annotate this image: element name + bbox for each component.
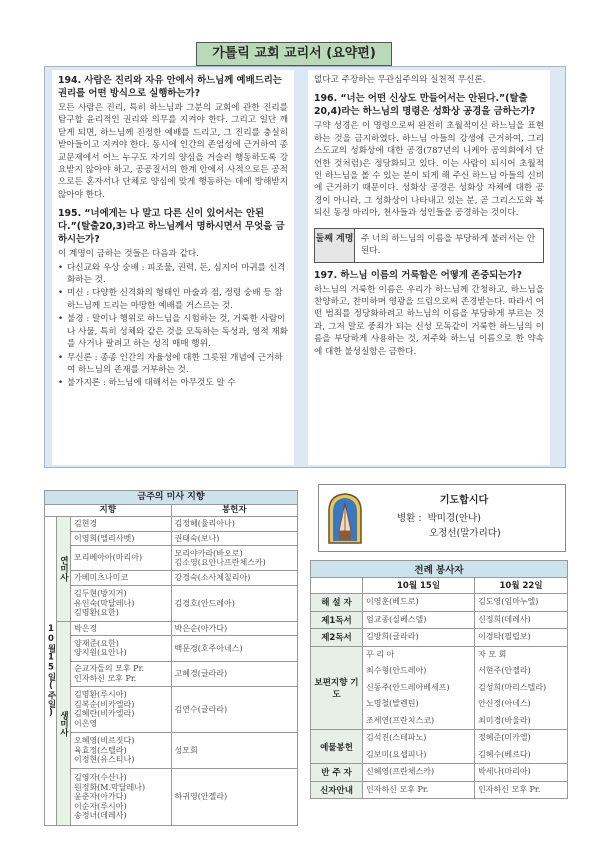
rota-role-cell: 제1독서 bbox=[311, 611, 363, 629]
mass-offerer-cell: 모리야카라(바오로) 김소영(요안나프란체스카) bbox=[171, 546, 297, 571]
mass-intent-cell: 김영자(수산나) 원정화(M.막달레나) 윤춘자(아가다) 이순자(루시아) 송정녀(데레사) bbox=[71, 768, 172, 825]
rota-person-cell: 신정희(데레사) bbox=[475, 611, 568, 629]
bullet-icon: • bbox=[58, 352, 64, 363]
mass-date-cell: 10월15일(주일) bbox=[45, 517, 57, 826]
mass-intent-cell: 모리베아아(마리아) bbox=[71, 546, 172, 571]
mass-intent-cell: 박은정 bbox=[71, 621, 172, 636]
mass-row bbox=[45, 621, 298, 636]
praying-hands-window-icon bbox=[325, 491, 365, 545]
mass-row bbox=[45, 571, 298, 586]
rota-person-cell: 꾸 리 아 최수형(안드레아) 신동주(안드레아베세프) 노명철(발렌틴) 조세연(프란치스코) bbox=[363, 646, 475, 730]
mass-intent-cell: 가베미츠나미코 bbox=[71, 571, 172, 586]
mass-offerer-cell: 백문경(호주아네스) bbox=[171, 636, 297, 661]
rota-role-cell: 반 주 자 bbox=[311, 764, 363, 782]
bullet-item bbox=[58, 352, 288, 377]
question-heading: 196. “너는 어떤 신상도 만들어서는 안된다.”(탈출20,4)라는 하느님의 명령은 성화상 공경을 금하는가? bbox=[314, 93, 536, 118]
mass-row bbox=[45, 546, 298, 571]
mass-group-label: 생미사 bbox=[57, 621, 71, 825]
page-title: 가톨릭 교회 교리서 (요약편) bbox=[196, 42, 392, 66]
prayer-name: 박미경(안나) bbox=[427, 513, 481, 524]
rota-person-cell: 인자하신 모후 Pr. bbox=[475, 781, 568, 799]
rota-role-cell: 제2독서 bbox=[311, 629, 363, 647]
commandment-box bbox=[314, 228, 544, 263]
rota-person-cell: 김도영(임마누엘) bbox=[475, 594, 568, 612]
answer-paragraph: 이 계명이 금하는 것들은 다음과 같다. bbox=[58, 249, 199, 260]
rota-person-cell: 이영훈(베드로) bbox=[363, 594, 475, 612]
question-heading: 194. 사람은 진리와 자유 안에서 하느님께 예배드리는 권리를 어떤 방식으로 실행하는가? bbox=[58, 75, 282, 99]
mass-offerer-cell: 박은순(아가다) bbox=[171, 621, 297, 636]
rota-role-cell: 예물봉헌 bbox=[311, 730, 363, 764]
mass-intention-table bbox=[44, 490, 298, 826]
bullet-item bbox=[58, 313, 288, 350]
mass-offerer-header: 봉헌자 bbox=[171, 505, 297, 517]
answer-paragraph: 구약 성경은 이 명령으로써 완전히 초월적이신 하느님을 표현하는 것을 금지하였다. 하느님 아들의 강생에 근거하여, 그리스도교의 성화상에 대한 공경(787년의 니케아 공의회에서 단언한 것처럼)은 정당화되고 있다. 이는 사람이 되시어 초월적인 하느님을 볼 수 있는 분이 되게 해 주신 하느님 아들의 신비에 근거하기 때문이다. 성화상 공경은 성화상 자체에 대한 공경이 아니라, 그 성화상이 나타내고 있는 분, 곧 그리스도와 복되신 동정 마리아, 천사들과 성인들을 공경하는 것이다. bbox=[314, 121, 544, 219]
mass-offerer-cell: 하귀영(안젤라) bbox=[171, 768, 297, 825]
bullet-text: 무신론 : 종종 인간의 자율성에 대한 그릇된 개념에 근거하여 하느님의 존재를 거부하는 것. bbox=[67, 352, 283, 375]
bullet-icon: • bbox=[58, 378, 64, 389]
mass-group-label: 연미사 bbox=[57, 517, 71, 622]
rota-row bbox=[311, 611, 568, 629]
rota-row bbox=[311, 781, 568, 799]
mass-row bbox=[45, 661, 298, 686]
mass-row bbox=[45, 686, 298, 732]
prayer-sick-label: 병환 : bbox=[397, 513, 422, 524]
rota-row bbox=[311, 629, 568, 647]
rota-date-2: 10월 22일 bbox=[475, 577, 568, 594]
prayer-title: 기도합시다 bbox=[439, 495, 489, 506]
mass-offerer-cell: 성모회 bbox=[171, 733, 297, 769]
bullet-icon: • bbox=[58, 314, 64, 325]
mass-intent-cell: 김현경 bbox=[71, 517, 172, 532]
mass-offerer-cell: 강경숙(소사체칠리아) bbox=[171, 571, 297, 586]
bullet-text: 불경 : 말이나 행위로 하느님을 시험하는 것, 거룩한 사람이나 사물, 특히 성체와 같은 것을 모독하는 독성과, 영적 재화를 사거나 팔려고 하는 성직 매매 행위. bbox=[67, 314, 288, 350]
bullet-text: 불가지론 : 하느님에 대해서는 아무것도 알 수 bbox=[67, 378, 236, 389]
mass-intent-cell: 오혜영(비르짓다) 육효정(스텔라) 이정현(유스티나) bbox=[71, 733, 172, 769]
rota-title: 전례 봉사자 bbox=[311, 561, 568, 578]
rota-person-cell: 이경타(필립보) bbox=[475, 629, 568, 647]
liturgy-rota-table bbox=[310, 560, 568, 799]
question-heading: 195. “너에게는 나 말고 다른 신이 있어서는 안된다.”(탈출20,3)라고 하느님께서 명하시면서 무엇을 금하시는가? bbox=[58, 208, 285, 246]
commandment-label: 둘째 계명 bbox=[315, 229, 355, 262]
commandment-text: 주 너의 하느님의 이름을 부당하게 불러서는 안 된다. bbox=[361, 233, 536, 257]
prayer-name: 오정선(말가리다) bbox=[429, 528, 501, 539]
bullet-text: 미신 : 다양한 신격화의 형태인 마술과 점, 정령 숭배 등 참 하느님께 드리는 마땅한 예배를 거스르는 것. bbox=[67, 288, 283, 311]
rota-person-cell: 김석진(스테파노) 김보미(요셉피나) bbox=[363, 730, 475, 764]
catechism-right-column bbox=[308, 70, 550, 465]
bullet-icon: • bbox=[58, 288, 64, 299]
rota-row bbox=[311, 594, 568, 612]
mass-intent-cell: 순교자들의 모후 Pr. 인자하신 모후 Pr. bbox=[71, 661, 172, 686]
bullet-item bbox=[58, 377, 288, 389]
mass-row bbox=[45, 733, 298, 769]
rota-person-cell: 박세나(마리아) bbox=[475, 764, 568, 782]
mass-offerer-cell: 고혜경(글라라) bbox=[171, 661, 297, 686]
bullet-icon: • bbox=[58, 262, 64, 273]
rota-person-cell: 엄교종(실베스델) bbox=[363, 611, 475, 629]
mass-intent-cell: 양재준(요한) 양지원(요안나) bbox=[71, 636, 172, 661]
mass-offerer-cell: 김연수(글라라) bbox=[171, 686, 297, 732]
rota-date-1: 10월 15일 bbox=[363, 577, 475, 594]
mass-offerer-cell: 김정혜(율리아나) bbox=[171, 517, 297, 532]
answer-paragraph: 없다고 주장하는 무관심주의와 실천적 무신론. bbox=[314, 75, 486, 85]
rota-row bbox=[311, 764, 568, 782]
rota-role-cell: 해 설 자 bbox=[311, 594, 363, 612]
rota-person-cell: 정혜준(미카엘) 김혜수(베르다) bbox=[475, 730, 568, 764]
mass-intent-cell: 이영희(엘리사벳) bbox=[71, 531, 172, 546]
bullet-item bbox=[58, 287, 288, 312]
mass-row bbox=[45, 585, 298, 621]
rota-row bbox=[311, 646, 568, 730]
answer-paragraph: 하느님의 거룩한 이름은 우리가 하느님께 간청하고, 하느님을 찬양하고, 찬미하며 영광을 드림으로써 존경받는다. 따라서 어떤 범죄를 정당화하려고 하느님의 이름을 부당하게 부르는 것과, 그저 말로 중죄가 되는 신성 모독같이 거룩한 하느님의 이름을 부당하게 사용하는 것, 저주와 하느님 이름으로 한 약속에 대한 불성실함은 금한다. bbox=[314, 284, 544, 357]
prayer-box bbox=[318, 484, 566, 552]
catechism-left-column bbox=[52, 70, 294, 465]
bullet-text: 다신교와 우상 숭배 : 피조물, 권력, 돈, 심지어 마귀를 신격화하는 것. bbox=[67, 262, 286, 286]
rota-person-cell: 자 모 회 서현주(안젤라) 김성희(마리스텔라) 안신정(아네스) 최미경(바울라) bbox=[475, 646, 568, 730]
rota-role-cell: 신자안내 bbox=[311, 781, 363, 799]
answer-paragraph: 모든 사람은 진리, 특히 하느님과 그분의 교회에 관한 진리를 탐구할 윤리적인 권리와 의무를 지켜야 한다. 그리고 일단 깨닫게 되면, 하느님께 진정한 예배를 드리고, 그 진리를 충실히 받아들이고 지켜야 한다. 동시에 인간의 존엄성에 근거하여 종교문제에서 어느 누구도 자기의 양심을 거슬러 행동하도록 강요받지 않아야 하고, 공공질서의 한계 안에서 사적으로든 공적으로든 혼자서나 단체로 양심에 맞게 행동하는 데에 방해받지 않아야 한다. bbox=[58, 103, 288, 200]
rota-role-cell: 보편지향 기 도 bbox=[311, 646, 363, 730]
rota-person-cell: 인자하신 모후 Pr. bbox=[363, 781, 475, 799]
prayer-sick-list bbox=[397, 511, 501, 541]
mass-table-title: 금주의 미사 지향 bbox=[45, 491, 298, 505]
mass-offerer-cell: 김경호(안드레아) bbox=[171, 585, 297, 621]
mass-row bbox=[45, 768, 298, 825]
rota-person-cell: 신혜영(프란체스카) bbox=[363, 764, 475, 782]
bullet-item bbox=[58, 262, 288, 287]
rota-corner-cell bbox=[311, 577, 363, 594]
rota-person-cell: 김방희(글라라) bbox=[363, 629, 475, 647]
rota-row bbox=[311, 730, 568, 764]
mass-intent-header: 지향 bbox=[45, 505, 172, 517]
mass-intent-cell: 김명환(루시아) 김복순(비카엘라) 김혜란(비카엘라) 이은영 bbox=[71, 686, 172, 732]
mass-offerer-cell: 권태숙(보나) bbox=[171, 531, 297, 546]
mass-row bbox=[45, 636, 298, 661]
mass-intent-cell: 김두현(방지거) 유인숙(막달레나) 김명환(요한) bbox=[71, 585, 172, 621]
mass-row bbox=[45, 531, 298, 546]
mass-row bbox=[45, 517, 298, 532]
question-heading: 197. 하느님 이름의 거룩함은 어떻게 존중되는가? bbox=[314, 269, 522, 281]
